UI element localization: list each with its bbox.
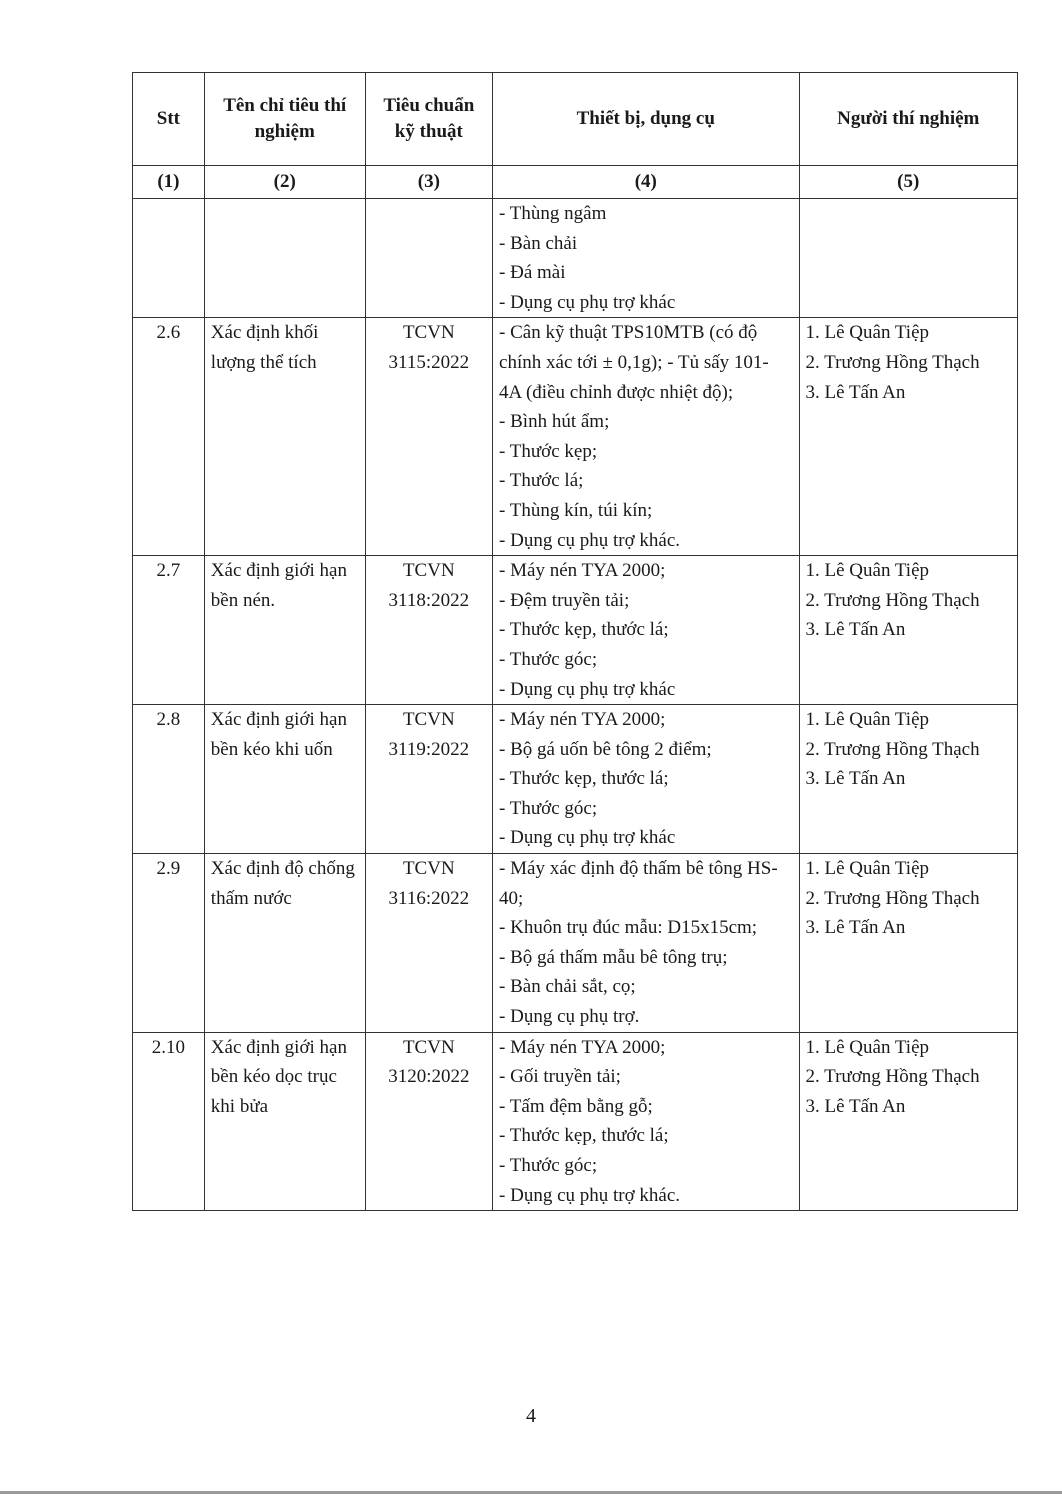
row-test-name: Xác định độ chống thấm nước: [204, 854, 365, 1033]
equipment-item: - Khuôn trụ đúc mẫu: D15x15cm;: [499, 917, 758, 939]
tester-name: 1. Lê Quân Tiệp: [805, 560, 929, 582]
row-testers: [799, 854, 1018, 1033]
equipment-item: - Dụng cụ phụ trợ khác.: [499, 529, 681, 551]
tester-name: 1. Lê Quân Tiệp: [805, 1036, 929, 1058]
row-standard: [365, 318, 492, 556]
equipment-item: - Bộ gá thấm mẫu bê tông trụ;: [499, 946, 728, 968]
standard-prefix: TCVN: [402, 709, 455, 731]
table-row: [133, 854, 1018, 1033]
scan-edge-line: [0, 1491, 1062, 1494]
table-row: [133, 705, 1018, 854]
row-stt: [133, 199, 205, 318]
header-standard: Tiêu chuẩn kỹ thuật: [365, 73, 492, 166]
tester-name: 2. Trương Hồng Thạch: [805, 589, 980, 611]
column-number-5: (5): [799, 166, 1018, 199]
row-standard: [365, 199, 492, 318]
standard-code: 3120:2022: [388, 1066, 470, 1088]
equipment-item: - Tấm đệm bằng gỗ;: [499, 1095, 653, 1117]
tester-name: 2. Trương Hồng Thạch: [805, 1066, 980, 1088]
tester-name: 3. Lê Tấn An: [805, 619, 906, 641]
equipment-item: - Thước kẹp, thước lá;: [499, 619, 669, 641]
standard-code: 3116:2022: [388, 887, 470, 909]
equipment-item: - Gối truyền tải;: [499, 1066, 621, 1088]
standard-code: 3118:2022: [388, 589, 470, 611]
equipment-item: - Bàn chải: [499, 232, 578, 254]
row-stt: 2.8: [133, 705, 205, 854]
row-equipment: [493, 1032, 799, 1211]
equipment-item: - Đệm truyền tải;: [499, 589, 630, 611]
page-number: 4: [526, 1405, 536, 1427]
row-stt: 2.9: [133, 854, 205, 1033]
equipment-item: - Thước góc;: [499, 797, 598, 819]
standard-prefix: TCVN: [402, 858, 455, 880]
row-standard: [365, 705, 492, 854]
table-row: [133, 556, 1018, 705]
column-number-2: (2): [204, 166, 365, 199]
row-standard: [365, 556, 492, 705]
equipment-item: - Bình hút ẩm;: [499, 411, 610, 433]
equipment-item: - Máy nén TYA 2000;: [499, 709, 666, 731]
row-stt: 2.6: [133, 318, 205, 556]
column-number-4: (4): [493, 166, 799, 199]
row-test-name: Xác định khối lượng thể tích: [204, 318, 365, 556]
equipment-item: - Máy xác định độ thấm bê tông HS-40;: [499, 858, 778, 909]
equipment-item: - Máy nén TYA 2000;: [499, 560, 666, 582]
equipment-item: - Dụng cụ phụ trợ khác: [499, 291, 676, 313]
standard-code: 3119:2022: [388, 738, 470, 760]
equipment-item: - Thước lá;: [499, 470, 584, 492]
standard-prefix: TCVN: [402, 560, 455, 582]
table-row: [133, 318, 1018, 556]
equipment-item: - Cân kỹ thuật TPS10MTB (có độ chính xác tới ± 0,1g); - Tủ sấy 101- 4A (điều chỉnh được nhiệt độ);: [499, 322, 769, 403]
tester-name: 2. Trương Hồng Thạch: [805, 887, 980, 909]
header-tester: Người thí nghiệm: [799, 73, 1018, 166]
tester-name: 3. Lê Tấn An: [805, 381, 906, 403]
row-testers: [799, 1032, 1018, 1211]
table-row: [133, 199, 1018, 318]
equipment-item: - Dụng cụ phụ trợ khác: [499, 827, 676, 849]
equipment-table: [132, 72, 1018, 1211]
equipment-item: - Dụng cụ phụ trợ khác.: [499, 1184, 681, 1206]
equipment-item: - Dụng cụ phụ trợ.: [499, 1006, 640, 1028]
column-number-1: (1): [133, 166, 205, 199]
header-stt: Stt: [133, 73, 205, 166]
tester-name: 2. Trương Hồng Thạch: [805, 351, 980, 373]
equipment-item: - Máy nén TYA 2000;: [499, 1036, 666, 1058]
equipment-item: - Bàn chải sắt, cọ;: [499, 976, 636, 998]
row-testers: [799, 705, 1018, 854]
header-test-name: Tên chỉ tiêu thí nghiệm: [204, 73, 365, 166]
row-testers: [799, 556, 1018, 705]
table-row: [133, 1032, 1018, 1211]
standard-prefix: TCVN: [402, 1036, 455, 1058]
row-equipment: [493, 854, 799, 1033]
tester-name: 3. Lê Tấn An: [805, 1095, 906, 1117]
row-stt: 2.10: [133, 1032, 205, 1211]
row-stt: 2.7: [133, 556, 205, 705]
row-testers: [799, 318, 1018, 556]
row-test-name: Xác định giới hạn bền nén.: [204, 556, 365, 705]
equipment-item: - Thước kẹp, thước lá;: [499, 768, 669, 790]
tester-name: 3. Lê Tấn An: [805, 917, 906, 939]
equipment-item: - Thước góc;: [499, 1155, 598, 1176]
tester-name: 1. Lê Quân Tiệp: [805, 322, 929, 344]
column-number-row: [133, 166, 1018, 199]
equipment-item: - Thùng kín, túi kín;: [499, 499, 653, 521]
row-equipment: [493, 199, 799, 318]
row-equipment: [493, 318, 799, 556]
equipment-item: - Dụng cụ phụ trợ khác: [499, 678, 676, 700]
tester-name: 1. Lê Quân Tiệp: [805, 858, 929, 880]
column-number-3: (3): [365, 166, 492, 199]
row-standard: [365, 854, 492, 1033]
row-testers: [799, 199, 1018, 318]
equipment-item: - Thước kẹp, thước lá;: [499, 1125, 669, 1147]
tester-name: 3. Lê Tấn An: [805, 768, 906, 790]
standard-code: 3115:2022: [388, 351, 470, 373]
row-test-name: Xác định giới hạn bền kéo khi uốn: [204, 705, 365, 854]
row-test-name: Xác định giới hạn bền kéo dọc trục khi bửa: [204, 1032, 365, 1211]
equipment-item: - Bộ gá uốn bê tông 2 điểm;: [499, 738, 712, 760]
standard-prefix: TCVN: [402, 322, 455, 344]
row-equipment: [493, 705, 799, 854]
equipment-item: - Thước kẹp;: [499, 440, 598, 462]
row-test-name: [204, 199, 365, 318]
tester-name: 1. Lê Quân Tiệp: [805, 709, 929, 731]
row-standard: [365, 1032, 492, 1211]
header-equipment: Thiết bị, dụng cụ: [493, 73, 799, 166]
row-equipment: [493, 556, 799, 705]
equipment-item: - Thước góc;: [499, 648, 598, 670]
equipment-item: - Thùng ngâm: [499, 203, 607, 224]
header-row: [133, 73, 1018, 166]
equipment-item: - Đá mài: [499, 262, 566, 284]
tester-name: 2. Trương Hồng Thạch: [805, 738, 980, 760]
